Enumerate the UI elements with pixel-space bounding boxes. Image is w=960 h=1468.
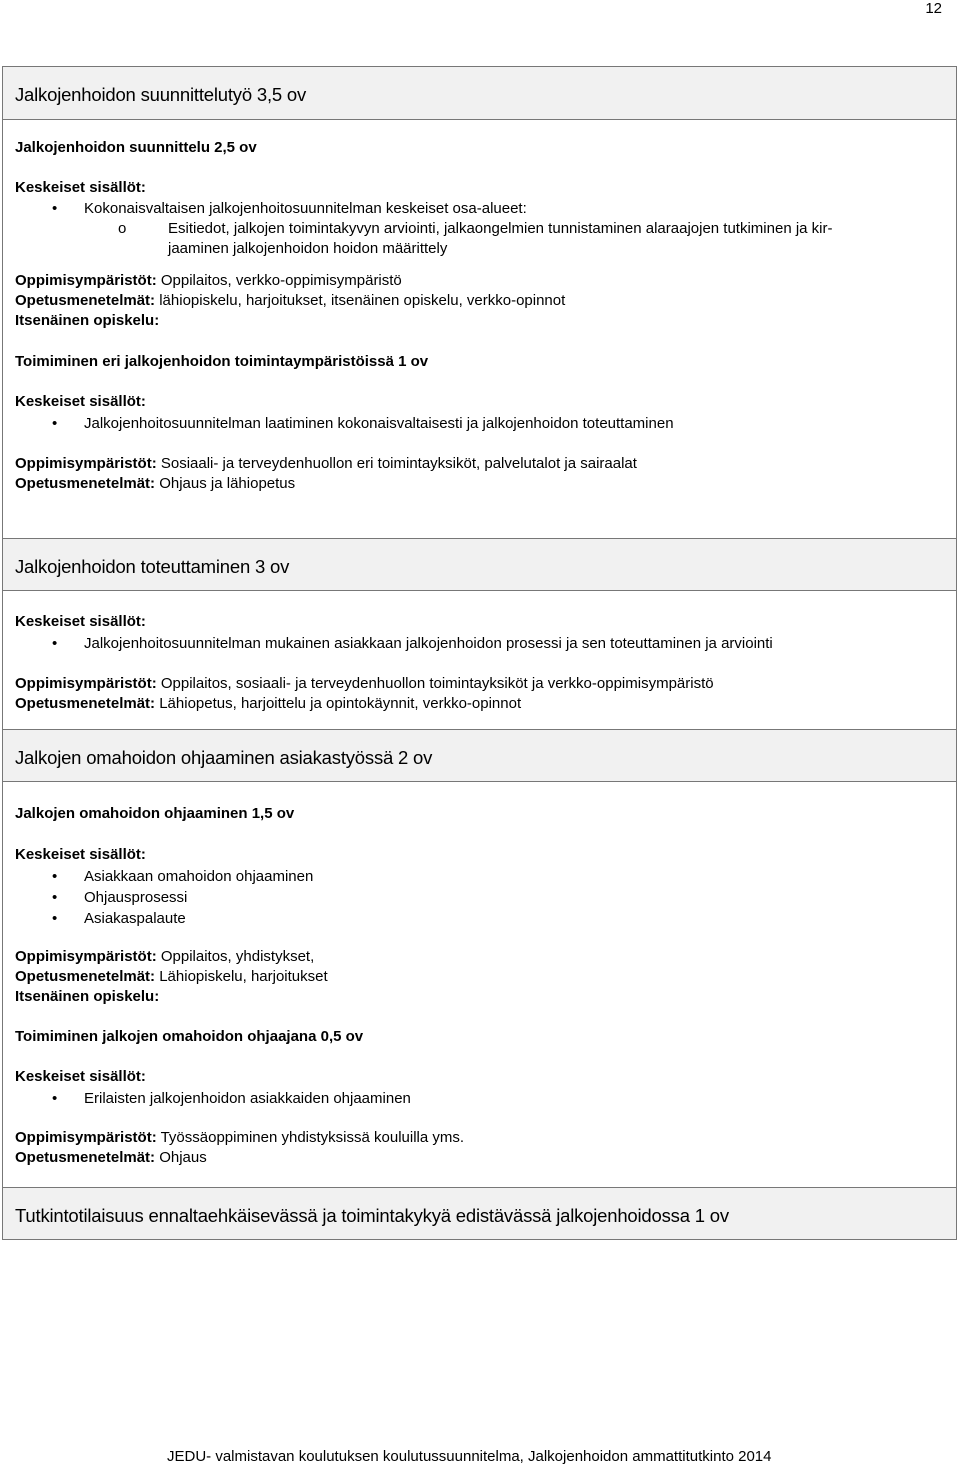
content-list [15,633,945,654]
methods-value: Lähiopiskelu, harjoitukset [159,968,328,985]
subsection-title: Jalkojen omahoidon ohjaaminen 1,5 ov [15,805,295,822]
methods-value: lähiopiskelu, harjoitukset, itsenäinen opiskelu, verkko-opinnot [159,292,566,309]
environment-row [15,454,637,474]
section-body [3,120,956,538]
methods-row [15,967,328,987]
environment-row [15,947,314,967]
content-list [15,413,945,434]
environment-label: Oppimisympäristöt: [15,675,157,692]
environment-label: Oppimisympäristöt: [15,948,157,965]
environment-row [15,271,402,291]
content-label: Keskeiset sisällöt: [15,179,146,196]
list-item: • Jalkojenhoitosuunnitelman laatiminen kokonaisvaltaisesti ja jalkojenhoidon toteuttaminen [15,413,945,434]
environment-value: Oppilaitos, verkko-oppimisympäristö [160,272,402,289]
subsection-title: Jalkojenhoidon suunnittelu 2,5 ov [15,139,257,156]
subsection-title: Toimiminen jalkojen omahoidon ohjaajana 0,5 ov [15,1028,364,1045]
methods-row [15,291,565,311]
methods-row [15,1148,207,1168]
environment-value: Oppilaitos, yhdistykset, [160,948,315,965]
environment-value: Oppilaitos, sosiaali- ja terveydenhuollon toimintayksiköt ja verkko-oppimisympäristö [160,675,714,692]
self-study-label: Itsenäinen opiskelu: [15,988,160,1005]
curriculum-table [2,66,957,1240]
content-label: Keskeiset sisällöt: [15,1068,146,1085]
section-heading: Jalkojenhoidon toteuttaminen 3 ov [3,538,956,591]
list-item: • Kokonaisvaltaisen jalkojenhoitosuunnitelman keskeiset osa-alueet: [15,198,945,219]
list-item: • Asiakaspalaute [15,908,945,929]
methods-label: Opetusmenetelmät: [15,292,156,309]
methods-row [15,694,521,714]
section-heading: Tutkintotilaisuus ennaltaehkäisevässä ja toimintakykyä edistävässä jalkojenhoidossa 1 ov [3,1187,956,1239]
section-heading: Jalkojenhoidon suunnittelutyö 3,5 ov [3,67,956,120]
methods-value: Lähiopetus, harjoittelu ja opintokäynnit, verkko-opinnot [159,695,522,712]
content-list [15,1088,945,1109]
sub-item-line: jaaminen jalkojenhoidon hoidon määrittely [168,240,448,257]
section-body [3,782,956,1187]
list-item: • Asiakkaan omahoidon ohjaaminen [15,866,945,887]
environment-label: Oppimisympäristöt: [15,272,157,289]
environment-row [15,674,714,694]
content-list [15,198,945,219]
methods-label: Opetusmenetelmät: [15,968,156,985]
list-item: • Jalkojenhoitosuunnitelman mukainen asiakkaan jalkojenhoidon prosessi ja sen toteuttaminen ja arviointi [15,633,945,654]
environment-value: Sosiaali- ja terveydenhuollon eri toimintayksiköt, palvelutalot ja sairaalat [160,455,637,472]
section-heading: Jalkojen omahoidon ohjaaminen asiakastyössä 2 ov [3,729,956,782]
methods-label: Opetusmenetelmät: [15,1149,156,1166]
content-label: Keskeiset sisällöt: [15,393,146,410]
environment-label: Oppimisympäristöt: [15,1129,157,1146]
self-study-label: Itsenäinen opiskelu: [15,312,160,329]
content-label: Keskeiset sisällöt: [15,613,146,630]
environment-value: Työssäoppiminen yhdistyksissä kouluilla yms. [160,1129,465,1146]
page-number: 12 [925,0,942,17]
subsection-title: Toimiminen eri jalkojenhoidon toimintaympäristöissä 1 ov [15,353,429,370]
sub-item-line: Esitiedot, jalkojen toimintakyvyn arviointi, jalkaongelmien tunnistaminen alaraajojen tutkiminen ja kir- [168,220,833,237]
content-list [15,866,945,929]
methods-value: Ohjaus [159,1149,207,1166]
list-item: • Erilaisten jalkojenhoidon asiakkaiden ohjaaminen [15,1088,945,1109]
methods-label: Opetusmenetelmät: [15,475,156,492]
methods-value: Ohjaus ja lähiopetus [159,475,296,492]
content-label: Keskeiset sisällöt: [15,846,146,863]
page-footer: JEDU- valmistavan koulutuksen koulutussuunnitelma, Jalkojenhoidon ammattitutkinto 2014 [167,1448,772,1465]
environment-row [15,1128,464,1148]
methods-row [15,474,295,494]
sub-list-item [15,219,945,259]
environment-label: Oppimisympäristöt: [15,455,157,472]
sub-bullet-marker: o [118,220,127,237]
section-body [3,591,956,729]
list-item: • Ohjausprosessi [15,887,945,908]
methods-label: Opetusmenetelmät: [15,695,156,712]
